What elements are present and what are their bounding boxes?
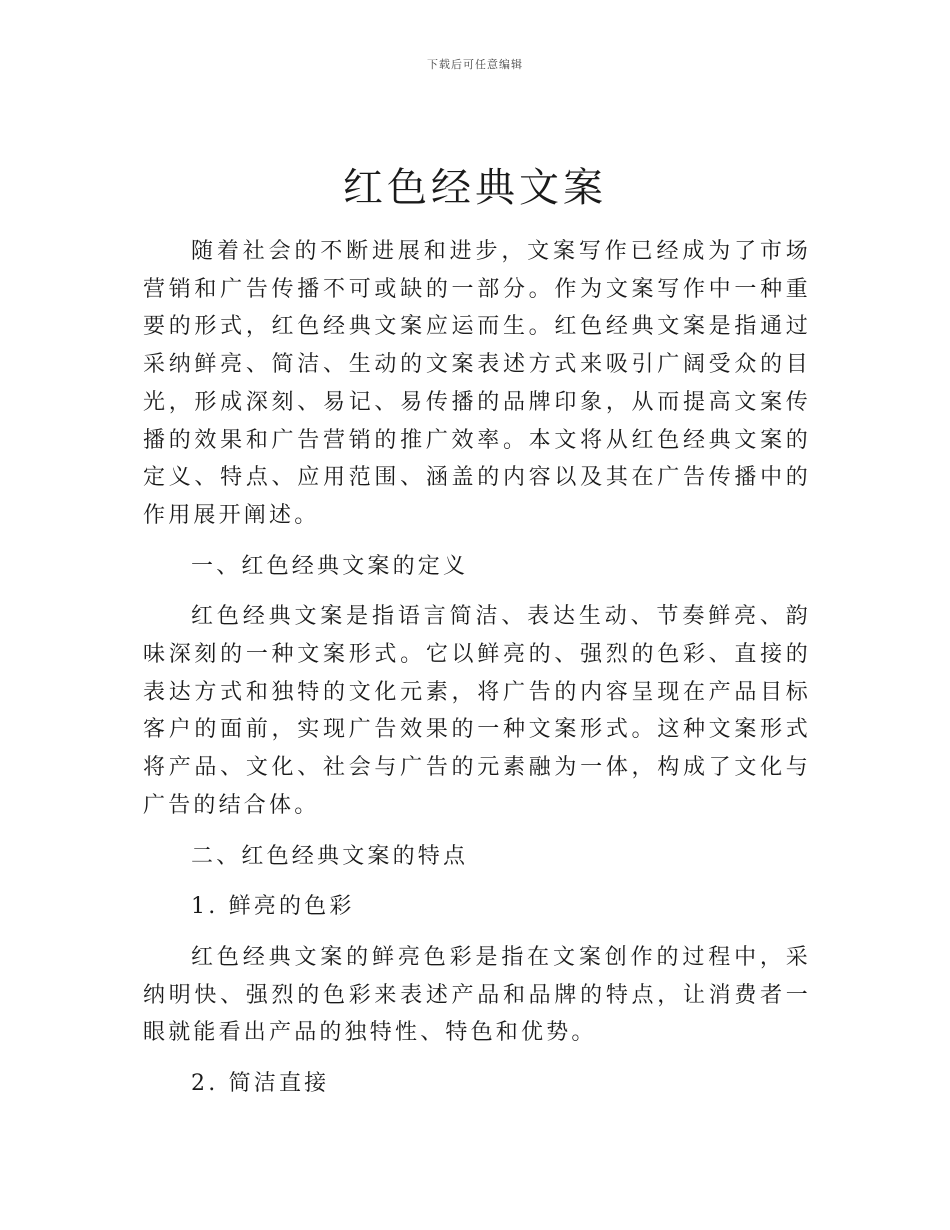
subheading-bright-colors: 1. 鲜亮的色彩 [191, 894, 355, 920]
page-header-note: 下载后可任意编辑 [427, 58, 523, 71]
document-body [143, 233, 811, 1116]
subheading-concise-direct: 2. 简洁直接 [191, 1071, 330, 1097]
document-title: 红色经典文案 [343, 165, 607, 211]
definition-paragraph: 红色经典文案是指语言简洁、表达生动、节奏鲜亮、韵味深刻的一种文案形式。它以鲜亮的、强烈的色彩、直接的表达方式和独特的文化元素，将广告的内容呈现在产品目标客户的面前，实现广告效果的一种文案形式。这种文案形式将产品、文化、社会与广告的元素融为一体，构成了文化与广告的结合体。 [143, 604, 811, 818]
intro-paragraph: 随着社会的不断进展和进步，文案写作已经成为了市场营销和广告传播不可或缺的一部分。作为文案写作中一种重要的形式，红色经典文案应运而生。红色经典文案是指通过采纳鲜亮、简洁、生动的文案表述方式来吸引广阔受众的目光，形成深刻、易记、易传播的品牌印象，从而提高文案传播的效果和广告营销的推广效率。本文将从红色经典文案的定义、特点、应用范围、涵盖的内容以及其在广告传播中的作用展开阐述。 [143, 239, 811, 528]
bright-colors-paragraph: 红色经典文案的鲜亮色彩是指在文案创作的过程中，采纳明快、强烈的色彩来表述产品和品牌的特点，让消费者一眼就能看出产品的独特性、特色和优势。 [143, 944, 811, 1046]
section-heading-definition: 一、红色经典文案的定义 [191, 553, 469, 579]
section-heading-features: 二、红色经典文案的特点 [191, 843, 469, 869]
